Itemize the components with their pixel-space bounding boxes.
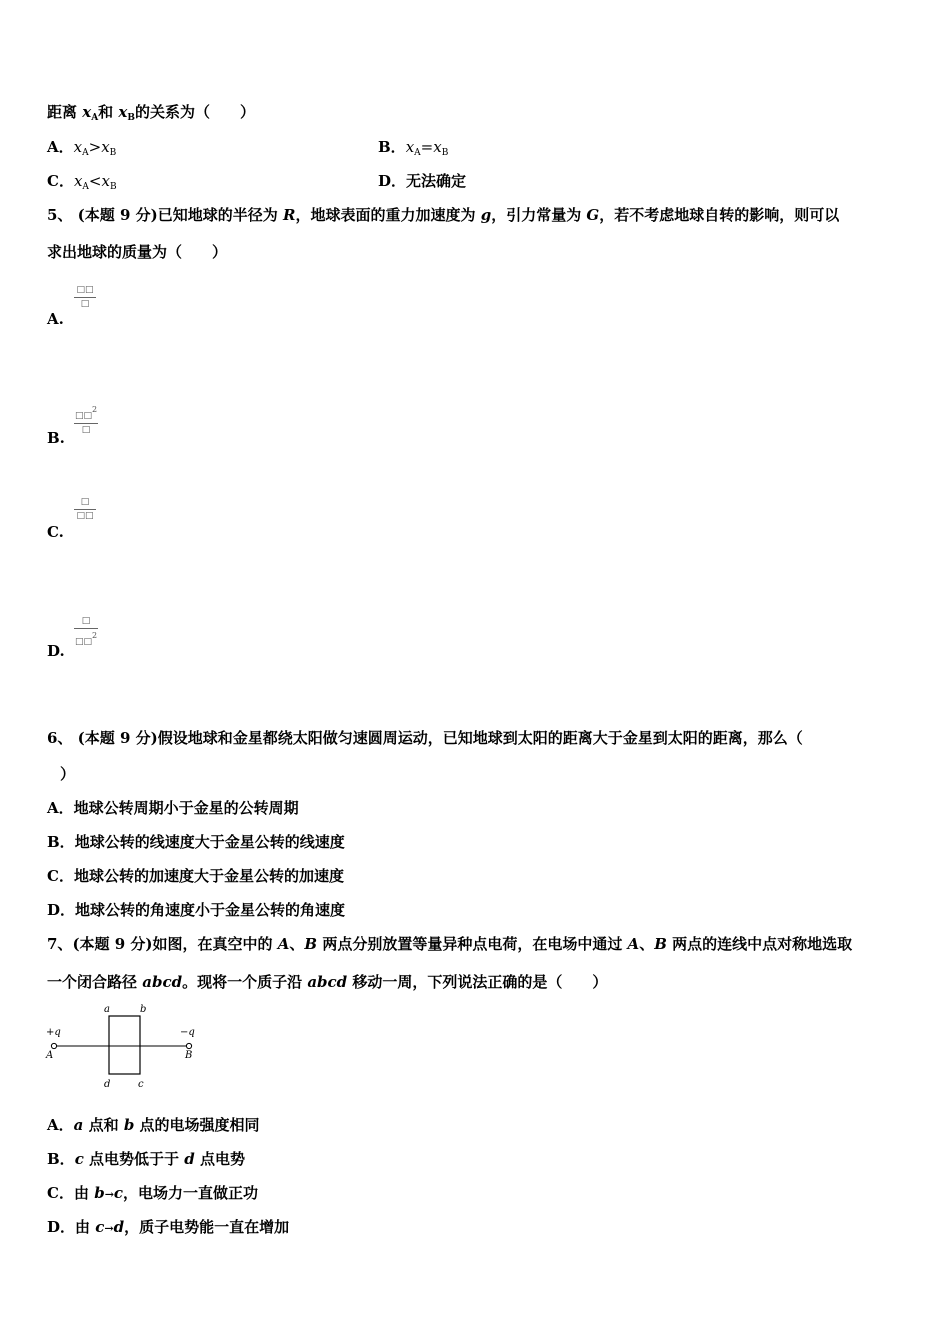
label-d: d — [104, 1079, 111, 1090]
q7-stem-line1: 7、(本题 9 分)如图，在真空中的 A、B 两点分别放置等量异种点电荷，在电场中通过 A、B 两点的连线中点对称地选取 — [47, 935, 853, 953]
abcd-path — [109, 1016, 140, 1074]
prev-option-b[interactable]: B．$x_A=x_B$ — [378, 138, 449, 158]
q5-option-b-formula: □□$^2$ □ — [74, 405, 98, 435]
q5-option-c-label[interactable]: C. — [47, 523, 64, 541]
q7-option-a[interactable]: A．a 点和 b 点的电场强度相同 — [47, 1116, 260, 1134]
q5-option-a-label[interactable]: A. — [47, 310, 64, 328]
q6-option-d[interactable]: D．地球公转的角速度小于金星公转的角速度 — [47, 901, 346, 919]
prev-option-a[interactable]: A．$x_A>x_B$ — [47, 138, 117, 158]
q5-stem-line2: 求出地球的质量为（ ） — [47, 243, 228, 261]
label-minus-q: −q — [180, 1027, 195, 1038]
q7-option-c[interactable]: C．由 b→c，电场力一直做正功 — [47, 1184, 259, 1202]
label-point-a: A — [46, 1050, 54, 1061]
q5-option-b-label[interactable]: B. — [47, 429, 65, 447]
q7-charge-diagram — [44, 1002, 204, 1092]
q6-option-a[interactable]: A．地球公转周期小于金星的公转周期 — [47, 799, 299, 817]
label-point-b: B — [185, 1050, 193, 1061]
q5-stem-line1: 5、 (本题 9 分)已知地球的半径为 R，地球表面的重力加速度为 g，引力常量为 G，若不考虑地球自转的影响，则可以 — [47, 206, 840, 224]
charge-b-point — [186, 1043, 191, 1048]
label-c: c — [138, 1079, 144, 1090]
q6-stem-line2: ） — [60, 765, 76, 783]
q6-option-b[interactable]: B．地球公转的线速度大于金星公转的线速度 — [47, 833, 345, 851]
q7-stem-line2: 一个闭合路径 abcd。现将一个质子沿 abcd 移动一周，下列说法正确的是（ ） — [47, 973, 608, 991]
label-b: b — [140, 1004, 147, 1015]
q5-option-d-label[interactable]: D. — [47, 642, 65, 660]
q7-option-d[interactable]: D．由 c→d，质子电势能一直在增加 — [47, 1218, 290, 1236]
q5-option-a-formula: □□ □ — [74, 285, 96, 310]
charge-a-point — [51, 1043, 56, 1048]
q5-option-d-formula: □ □□$^2$ — [74, 616, 98, 647]
q7-option-b[interactable]: B．c 点电势低于于 d 点电势 — [47, 1150, 246, 1168]
prev-option-c[interactable]: C．$x_A<x_B$ — [47, 172, 117, 192]
q5-option-c-formula: □ □□ — [74, 497, 96, 522]
q6-option-c[interactable]: C．地球公转的加速度大于金星公转的加速度 — [47, 867, 344, 885]
prev-question-stem: 距离 $x_A$和 $x_B$的关系为（ ） — [47, 103, 255, 123]
label-plus-q: +q — [46, 1027, 61, 1038]
q6-stem-line1: 6、 (本题 9 分)假设地球和金星都绕太阳做匀速圆周运动，已知地球到太阳的距离大于金星到太阳的距离，那么（ — [47, 729, 803, 747]
prev-option-d[interactable]: D．无法确定 — [378, 172, 467, 190]
label-a: a — [104, 1004, 110, 1015]
